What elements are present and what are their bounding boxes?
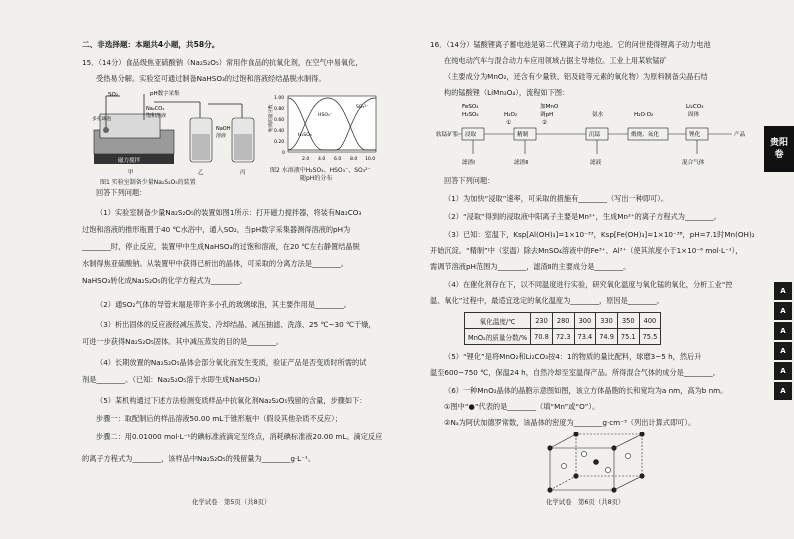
edge-mark: A	[774, 342, 792, 360]
start-material: 软锰矿浆	[436, 132, 459, 138]
body-line: （3）已知：室温下，Ksp[Al(OH)₃]=1×10⁻³³，Ksp[Fe(OH)₃]=1×10⁻³⁸，pH=7.1时Mn(OH)₂	[444, 230, 755, 239]
body-line: （6）一种MnO₂晶体的晶胞示意图如图，该立方体晶胞的长和宽均为a nm，高为b nm。	[444, 386, 728, 395]
page-footer: 化学试卷 第5页（共8页）	[192, 498, 271, 506]
q15-line: 15．（14分）食品级焦亚硫酸钠（Na₂S₂O₅）常用作食品的抗氧化剂，在空气中易氧化，	[82, 58, 363, 67]
body-line: （5）某机构通过下述方法检测变质样品中抗氧化剂Na₂S₂O₅残留的含量，步骤如下：	[96, 396, 367, 405]
reagent-label: H₂SO₄	[462, 112, 479, 118]
saturated-solution-label: 饱和溶液	[146, 113, 167, 119]
region-tab-text: 贵阳	[769, 138, 788, 148]
body-line: （4）在催化剂存在下，以不同温度进行实验，研究氧化温度与氧化锰的氧化，分析工业“控	[444, 280, 733, 289]
porous-bulb	[103, 127, 109, 133]
edge-mark: A	[774, 362, 792, 380]
edge-mark: A	[774, 282, 792, 300]
page-footer: 化学试卷 第6页（共8页）	[546, 498, 625, 506]
step-box-label: 沉锰	[589, 132, 601, 138]
ytick: 0.60	[274, 118, 285, 123]
step-box-label: 浸取	[465, 132, 477, 138]
body-line: ②Nₐ为阿伏加德罗常数，该晶体的密度为________g·cm⁻³（列出计算式即可）。	[444, 418, 696, 427]
step-box-label: 精制	[517, 132, 529, 138]
body-line: 剂是________。（已知：Na₂S₂O₅溶于水即生成NaHSO₃）	[82, 375, 265, 384]
body-line: （4）长期放置的Na₂S₂O₅晶体会部分氧化而发生变质，验证产品是否变质时所需的试	[96, 358, 367, 367]
table-cell: 75.1	[617, 329, 639, 345]
na2co3-label: Na₂CO₃	[146, 106, 165, 112]
naoh-solution-label: 溶液	[216, 133, 227, 139]
series-label: SO₃²⁻	[356, 105, 369, 110]
reagent-label: 调pH	[540, 112, 554, 118]
table-row	[465, 329, 661, 345]
step-marker: ①	[506, 120, 512, 126]
ytick: 0.40	[274, 129, 285, 134]
end-product: 产品	[734, 132, 746, 138]
reagent-label: Li₂CO₃	[686, 104, 704, 110]
fig2-ylabel: 物质的量分数	[269, 104, 274, 132]
body-line: （1）实验室制备少量Na₂S₂O₅的装置如图1所示：打开磁力搅拌器，将装有Na₂CO₃	[96, 208, 362, 217]
body-line: 步骤二：用0.01000 mol·L⁻¹的碘标准液滴定至终点，消耗碘标准液20.00 mL。滴定反应	[96, 432, 383, 441]
waste-label: 混合气体	[682, 160, 705, 166]
body-line: 水制得焦亚硫酸钠。从装置甲中获得已析出的晶体，可采取的分离方法是________。	[82, 259, 348, 268]
label-jia: 甲	[128, 170, 134, 176]
q15-line: 受热易分解。实验室可通过制备NaHSO₃的过饱和溶液经结晶脱水制得。	[96, 74, 326, 83]
apparatus-figure	[92, 90, 262, 176]
table-cell: 330	[596, 313, 618, 329]
q16-line: 在纯电动汽车与混合动力车应用领域占据主导地位。工业上用某软锰矿	[444, 56, 667, 65]
answer-intro: 回答下列问题：	[96, 188, 147, 197]
body-line: 的离子方程式为________，该样品中Na₂S₂O₅的残留量为________g·L⁻¹。	[82, 454, 316, 463]
table-header-cell: 氧化温度/℃	[465, 313, 531, 329]
label-bing: 丙	[240, 170, 246, 176]
body-line: 开始沉淀。“精制”中（室温）除去MnSO₄溶液中的Fe³⁺、Al³⁺（使其浓度小于1×10⁻⁶ mol·L⁻¹），	[430, 246, 743, 255]
table-row	[465, 313, 661, 329]
table-cell: 280	[552, 313, 574, 329]
naoh-label: NaOH	[216, 126, 231, 132]
right-page	[396, 0, 764, 539]
stirrer-label: 磁力搅拌	[118, 158, 141, 164]
step-marker: ②	[542, 120, 548, 126]
edge-mark: A	[774, 322, 792, 340]
series-label: H₂SO₃	[298, 133, 312, 138]
body-line: 温至600~750 ℃，保温24 h，自然冷却至室温得产品。所得混合气体的成分是________。	[430, 368, 720, 377]
reagent-label: 固体	[688, 112, 700, 118]
section-title: 二、非选择题：本题共4小题，共58分。	[82, 40, 220, 49]
table-cell: 300	[574, 313, 596, 329]
body-line: ①图中“●”代表的是________（填“Mn”或“O”）。	[444, 402, 600, 411]
table-cell: 350	[617, 313, 639, 329]
body-line: （2）通SO₂气体的导管末端是带许多小孔的玻璃球泡，其主要作用是________。	[96, 300, 351, 309]
unit-cell-figure	[544, 432, 650, 494]
table-cell: 400	[639, 313, 661, 329]
waste-label: 滤渣Ⅰ	[462, 160, 475, 166]
fig2-caption: 图2 水溶液中H₂SO₃、HSO₃⁻、SO₃²⁻	[270, 167, 371, 174]
table-cell: 74.9	[596, 329, 618, 345]
body-line: ________时，停止反应，装置甲中生成NaHSO₃的过饱和溶液，在20 ℃左右静置结晶脱	[82, 242, 360, 251]
body-line: NaHSO₃转化成Na₂S₂O₅的化学方程式为________。	[82, 276, 247, 285]
table-cell: 230	[531, 313, 553, 329]
step-box-label: 煅烧、氧化	[631, 132, 659, 138]
body-line: 需调节溶液pH范围为________，滤渣Ⅱ的主要成分是________。	[430, 262, 631, 271]
ph-collector-label: pH数字采集	[150, 91, 180, 97]
body-line: 过饱和溶液的推形瓶置于40 ℃水浴中，通入SO₂，当pH数字采集器测得溶液的pH为	[82, 225, 351, 234]
body-line: 温、氧化”过程中，最适宜选定的氧化温度为________，原因是________。	[430, 296, 664, 305]
fig2-caption-2: 随pH的分布	[300, 175, 333, 182]
table-cell: 73.4	[574, 329, 596, 345]
edge-mark: A	[774, 382, 792, 400]
xtick: 4.0	[318, 157, 326, 162]
fig1-caption: 图1 实验室制备少量Na₂S₂O₅的装置	[100, 179, 196, 186]
reagent-label: H₂O·O₂	[634, 112, 654, 118]
process-flow	[436, 100, 756, 170]
xtick: 6.0	[334, 157, 342, 162]
ytick: 0.80	[274, 107, 285, 112]
waste-label: 滤液	[590, 160, 602, 166]
body-line: 可进一步获得Na₂S₂O₅固体。其中减压蒸发的目的是________。	[82, 337, 284, 346]
reagent-label: H₂O₂	[504, 112, 518, 118]
body-line: （3）析出固体的反应液经减压蒸发、冷却结晶、减压抽滤、洗涤、25 ℃~30 ℃干燥，	[96, 320, 376, 329]
label-yi: 乙	[198, 170, 204, 176]
answer-intro: 回答下列问题：	[444, 176, 495, 185]
q16-line: 16．（14分）锰酸锂离子蓄电池是第二代锂离子动力电池。它的问世使得锂离子动力电池	[430, 40, 711, 49]
xtick: 8.0	[350, 157, 358, 162]
region-tab	[764, 126, 794, 172]
temperature-table	[464, 312, 661, 345]
table-cell: 75.5	[639, 329, 661, 345]
q16-line: 构的锰酸锂（LiMn₂O₄），流程如下图：	[444, 88, 570, 97]
body-line: （5）“锂化”是将MnO₂和Li₂CO₃按4：1的物质的量比配料，球磨3~5 h，然后升	[444, 352, 702, 361]
xtick: 10.0	[365, 157, 376, 162]
series-label: HSO₃⁻	[318, 113, 333, 118]
ytick: 1.00	[274, 96, 285, 101]
distribution-figure	[262, 92, 380, 164]
so2-label: SO₂	[108, 92, 119, 98]
ytick: 0	[282, 151, 285, 156]
body-line: （1）为加快“浸取”速率，可采取的措施有________（写出一种即可）。	[444, 194, 669, 203]
step-box-label: 锂化	[689, 132, 701, 138]
left-page	[0, 0, 392, 539]
porous-bulb-label: 多孔球泡	[92, 117, 112, 122]
edge-mark: A	[774, 302, 792, 320]
body-line: 步骤一：取配制后的样品溶液50.00 mL于锥形瓶中（假设其他杂质不反应）；	[96, 414, 342, 423]
body-line: （2）“浸取”得到的浸取液中阳离子主要是Mn²⁺，生成Mn²⁺的离子方程式为________。	[444, 212, 721, 221]
table-header-cell: MnO₂的质量分数/%	[465, 329, 531, 345]
q16-line: （主要成分为MnO₂，还含有少量铁、铝及硅等元素的氧化物）为原料制备尖晶石结	[444, 72, 708, 81]
table-cell: 70.8	[531, 329, 553, 345]
ytick: 0.20	[274, 140, 285, 145]
table-cell: 72.3	[552, 329, 574, 345]
region-tab-text: 卷	[774, 150, 784, 160]
xtick: 2.0	[302, 157, 310, 162]
waste-label: 滤渣Ⅱ	[514, 160, 528, 166]
reagent-label: 氨水	[592, 112, 604, 118]
reagent-label: 加MnO	[540, 104, 559, 110]
reagent-label: FeSO₄	[462, 104, 479, 110]
